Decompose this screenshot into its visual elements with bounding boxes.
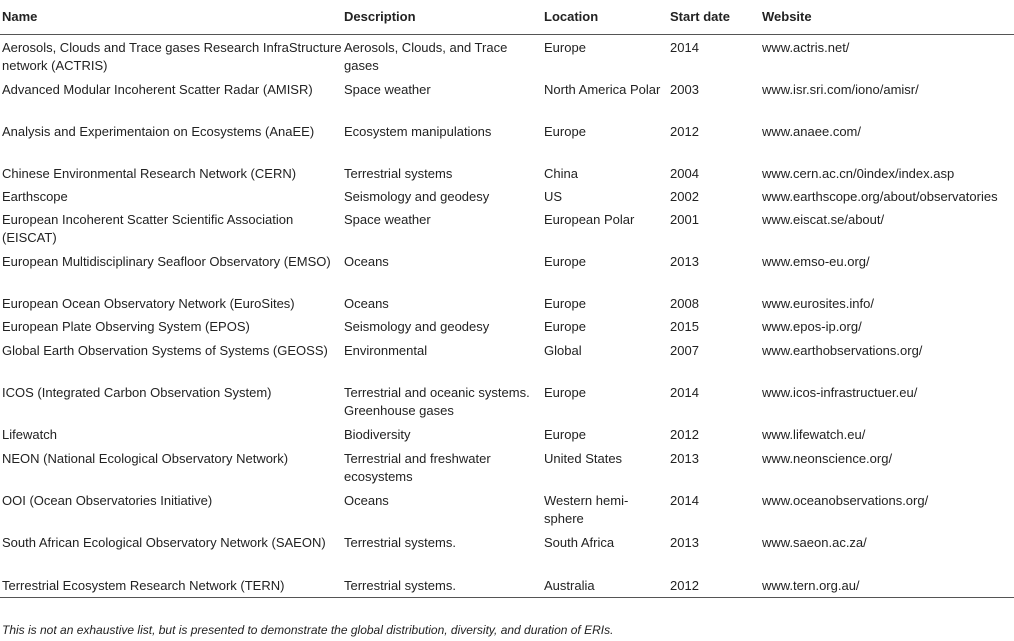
cell-website: www.anaee.com/: [762, 124, 861, 139]
header-start-date: Start date: [668, 0, 760, 35]
cell-start-date: 2013: [670, 451, 699, 466]
cell-location: Europe: [544, 296, 586, 311]
table-row: [0, 207, 1014, 249]
cell-name: Chinese Environmental Research Network (CERN): [2, 166, 297, 181]
cell-location: United States: [544, 451, 623, 466]
table-row: [0, 338, 1014, 380]
cell-start-date: 2007: [670, 343, 699, 358]
cell-name: European Ocean Observatory Network (EuroSites): [2, 296, 295, 311]
cell-description: Terrestrial and oceanic systems. Greenhouse gases: [344, 385, 530, 418]
cell-website: www.tern.org.au/: [760, 573, 1014, 598]
table-row: [0, 77, 1014, 119]
cell-start-date: 2014: [670, 493, 699, 508]
cell-description: Oceans: [344, 254, 389, 269]
table-row: [0, 249, 1014, 291]
cell-location: US: [544, 189, 563, 204]
cell-website: www.isr.sri.com/iono/amisr/: [762, 82, 919, 97]
cell-description: Oceans: [344, 493, 389, 508]
cell-location: Europe: [544, 124, 586, 139]
cell-location: South Africa: [544, 535, 615, 550]
cell-start-date: 2013: [670, 535, 699, 550]
cell-website: www.icos-infrastructuer.eu/: [762, 385, 918, 400]
table-row: [0, 119, 1014, 161]
cell-location: Europe: [544, 385, 586, 400]
table-row: [0, 446, 1014, 488]
table-row: [0, 530, 1014, 573]
cell-website: www.saeon.ac.za/: [762, 535, 867, 550]
header-website: Website: [760, 0, 1014, 35]
cell-start-date: 2012: [670, 124, 699, 139]
table-header-row: [0, 0, 1014, 35]
cell-name: Analysis and Experimentaion on Ecosystems (AnaEE): [2, 124, 315, 139]
cell-start-date: 2003: [670, 82, 699, 97]
table-footnote: This is not an exhaustive list, but is presented to demonstrate the global distribution, diversity, and duration of ERIs.: [2, 623, 614, 637]
cell-website: www.earthobservations.org/: [762, 343, 923, 358]
cell-name: Aerosols, Clouds and Trace gases Research InfraStructure network (ACTRIS): [2, 40, 342, 73]
header-location: Location: [542, 0, 668, 35]
cell-description: Terrestrial systems: [344, 166, 453, 181]
cell-description: Aerosols, Clouds, and Trace gases: [344, 40, 508, 73]
cell-location: Global: [544, 343, 582, 358]
cell-start-date: 2014: [670, 40, 699, 55]
cell-name: Lifewatch: [2, 427, 57, 442]
cell-website: www.eurosites.info/: [762, 296, 874, 311]
cell-website: www.earthscope.org/about/observatories: [762, 189, 998, 204]
cell-website: www.epos-ip.org/: [762, 319, 862, 334]
cell-start-date: 2004: [670, 166, 699, 181]
cell-start-date: 2015: [670, 319, 699, 334]
cell-website: www.neonscience.org/: [762, 451, 893, 466]
cell-description: Oceans: [344, 296, 389, 311]
cell-location: Australia: [542, 573, 668, 598]
cell-location: European Polar: [544, 212, 635, 227]
cell-website: www.emso-eu.org/: [762, 254, 870, 269]
cell-location: Europe: [544, 319, 586, 334]
table-row: [0, 380, 1014, 422]
cell-location: Western hemi-sphere: [544, 493, 629, 526]
cell-start-date: 2013: [670, 254, 699, 269]
cell-website: www.eiscat.se/about/: [762, 212, 885, 227]
cell-website: www.cern.ac.cn/0index/index.asp: [762, 166, 955, 181]
cell-start-date: 2012: [668, 573, 760, 598]
header-description: Description: [342, 0, 542, 35]
table-row: [0, 488, 1014, 530]
table-row: [0, 314, 1014, 338]
cell-name: Terrestrial Ecosystem Research Network (TERN): [0, 573, 342, 598]
cell-start-date: 2001: [670, 212, 699, 227]
cell-location: Europe: [544, 254, 586, 269]
cell-name: Advanced Modular Incoherent Scatter Radar (AMISR): [2, 82, 313, 97]
cell-description: Space weather: [344, 212, 431, 227]
cell-description: Seismology and geodesy: [344, 189, 490, 204]
cell-website: www.lifewatch.eu/: [762, 427, 866, 442]
cell-start-date: 2002: [670, 189, 699, 204]
cell-description: Space weather: [344, 82, 431, 97]
cell-description: Environmental: [344, 343, 428, 358]
cell-description: Terrestrial systems.: [344, 535, 456, 550]
table-row: [0, 184, 1014, 207]
cell-name: South African Ecological Observatory Network (SAEON): [2, 535, 326, 550]
table-row: [0, 291, 1014, 314]
table-row: [0, 422, 1014, 446]
table-row: [0, 573, 1014, 598]
cell-start-date: 2008: [670, 296, 699, 311]
cell-name: ICOS (Integrated Carbon Observation System): [2, 385, 272, 400]
cell-website: www.oceanobservations.org/: [762, 493, 929, 508]
table-row: [0, 161, 1014, 184]
cell-description: Ecosystem manipulations: [344, 124, 492, 139]
cell-location: China: [544, 166, 578, 181]
cell-description: Biodiversity: [344, 427, 411, 442]
cell-name: NEON (National Ecological Observatory Network): [2, 451, 289, 466]
cell-name: European Plate Observing System (EPOS): [2, 319, 250, 334]
cell-name: European Incoherent Scatter Scientific Association (EISCAT): [2, 212, 294, 245]
cell-name: Earthscope: [2, 189, 68, 204]
cell-location: Europe: [544, 427, 586, 442]
cell-description: Terrestrial systems.: [342, 573, 542, 598]
cell-name: Global Earth Observation Systems of Systems (GEOSS): [2, 343, 328, 358]
cell-start-date: 2014: [670, 385, 699, 400]
cell-name: OOI (Ocean Observatories Initiative): [2, 493, 213, 508]
cell-location: Europe: [544, 40, 586, 55]
cell-description: Seismology and geodesy: [344, 319, 490, 334]
cell-name: European Multidisciplinary Seafloor Observatory (EMSO): [2, 254, 331, 269]
header-name: Name: [0, 0, 342, 35]
cell-website: www.actris.net/: [762, 40, 850, 55]
cell-location: North America Polar: [544, 82, 661, 97]
table-row: [0, 35, 1014, 78]
cell-description: Terrestrial and freshwater ecosystems: [344, 451, 491, 484]
cell-start-date: 2012: [670, 427, 699, 442]
